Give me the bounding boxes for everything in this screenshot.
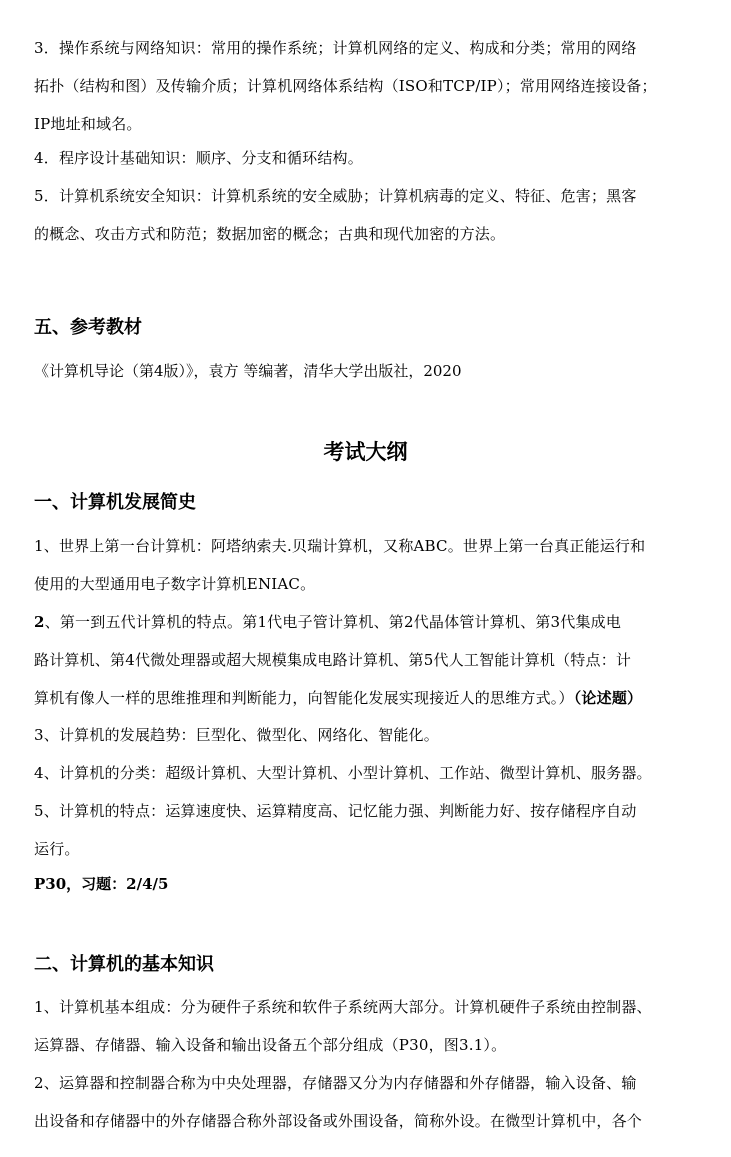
knowledge-item-3 xyxy=(34,29,698,143)
knowledge-item-4 xyxy=(34,139,698,177)
essay-question-tag: （论述题） xyxy=(573,689,643,707)
basics-item-1 xyxy=(34,988,698,1064)
history-item-4 xyxy=(34,754,698,792)
text-line: IP地址和域名。 xyxy=(34,115,142,133)
exercise-reference: P30，习题：2/4/5 xyxy=(34,875,169,893)
chapter-heading-history: 一、计算机发展简史 xyxy=(34,492,196,513)
text-line: 路计算机、第4代微处理器或超大规模集成电路计算机、第5代人工智能计算机（特点：计 xyxy=(34,651,632,669)
text-line: 运算器、存储器、输入设备和输出设备五个部分组成（P30，图3.1）。 xyxy=(34,1036,507,1054)
text-line: 拓扑（结构和图）及传输介质；计算机网络体系结构（ISO和TCP/IP）；常用网络连接设备； xyxy=(34,77,657,95)
text-line: 1、世界上第一台计算机：阿塔纳索夫.贝瑞计算机，又称ABC。世界上第一台真正能运行和 xyxy=(34,537,646,555)
item-number: 2 xyxy=(34,613,45,631)
text-line: 的概念、攻击方式和防范；数据加密的概念；古典和现代加密的方法。 xyxy=(34,225,506,243)
text-line: 1、计算机基本组成：分为硬件子系统和软件子系统两大部分。计算机硬件子系统由控制器、 xyxy=(34,998,652,1016)
history-item-1 xyxy=(34,527,698,603)
knowledge-item-5 xyxy=(34,177,698,253)
text-line: 出设备和存储器中的外存储器合称外部设备或外围设备，简称外设。在微型计算机中，各个 xyxy=(34,1112,643,1130)
text-line xyxy=(34,679,698,717)
basics-item-2 xyxy=(34,1064,698,1140)
outline-title: 考试大纲 xyxy=(323,440,408,464)
text-line: 2、运算器和控制器合称为中央处理器，存储器又分为内存储器和外存储器，输入设备、输 xyxy=(34,1074,637,1092)
text-line: 5、计算机的特点：运算速度快、运算精度高、记忆能力强、判断能力好、按存储程序自动 xyxy=(34,802,637,820)
history-item-3 xyxy=(34,716,698,754)
reference-textbook: 《计算机导论（第4版）》，袁方 等编著，清华大学出版社，2020 xyxy=(34,362,462,380)
history-item-5 xyxy=(34,792,698,868)
text-line xyxy=(34,603,698,641)
text-line: 运行。 xyxy=(34,840,80,858)
text-segment: 算机有像人一样的思维推理和判断能力，向智能化发展实现接近人的思维方式。） xyxy=(34,689,574,707)
text-line: 3．操作系统与网络知识：常用的操作系统；计算机网络的定义、构成和分类；常用的网络 xyxy=(34,39,637,57)
history-item-2 xyxy=(34,603,698,717)
section-heading-references: 五、参考教材 xyxy=(34,317,142,338)
text-line: 使用的大型通用电子数字计算机ENIAC。 xyxy=(34,575,316,593)
chapter-heading-basics: 二、计算机的基本知识 xyxy=(34,954,214,975)
text-line: 4、计算机的分类：超级计算机、大型计算机、小型计算机、工作站、微型计算机、服务器。 xyxy=(34,764,652,782)
text-segment: 、第一到五代计算机的特点。第1代电子管计算机、第2代晶体管计算机、第3代集成电 xyxy=(44,613,622,631)
text-line: 4．程序设计基础知识：顺序、分支和循环结构。 xyxy=(34,149,363,167)
text-line: 5．计算机系统安全知识：计算机系统的安全威胁；计算机病毒的定义、特征、危害；黑客 xyxy=(34,187,637,205)
text-line: 3、计算机的发展趋势：巨型化、微型化、网络化、智能化。 xyxy=(34,726,439,744)
